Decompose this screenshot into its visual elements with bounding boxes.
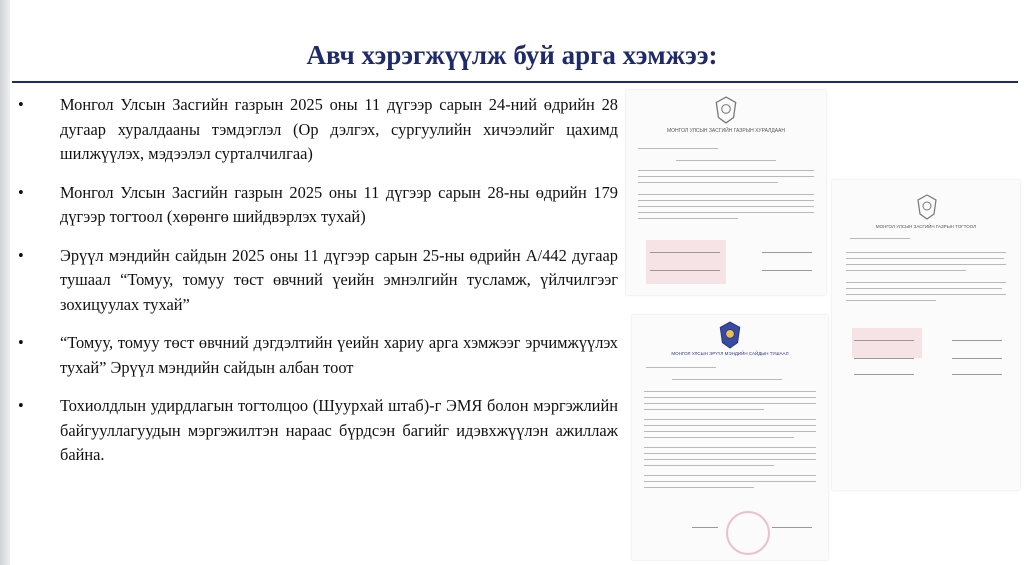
slide-title: Авч хэрэгжүүлж буй арга хэмжээ: — [306, 40, 718, 70]
bullet-list — [18, 93, 618, 482]
bullet-item — [18, 331, 618, 380]
stamp — [726, 511, 770, 555]
bullet-text: “Томуу, томуу төст өвчний дэгдэлтийн үеийн хариу арга хэмжээг эрчимжүүлэх тухай” Эрүүл мэндийн сайдын албан тоот — [60, 333, 618, 377]
meeting-minutes-document — [626, 90, 826, 295]
stamp — [646, 240, 726, 284]
bullet-item — [18, 181, 618, 230]
minister-order-document — [632, 315, 828, 560]
slide-edge — [0, 0, 10, 565]
document-header: МОНГОЛ УЛСЫН ЭРҮҮЛ МЭНДИЙН САЙДЫН ТУШААЛ — [671, 351, 789, 356]
bullet-text: Эрүүл мэндийн сайдын 2025 оны 11 дүгээр сарын 25-ны өдрийн А/442 дугаар тушаал “Томуу, томуу төст өвчний үеийн эмнэлгийн тусламж, үйлчилгээг зохицуулах тухай” — [60, 245, 618, 314]
state-emblem-icon — [718, 321, 742, 349]
bullet-item — [18, 244, 618, 318]
resolution-document — [832, 180, 1020, 490]
bullet-marker: • — [18, 182, 24, 202]
state-emblem-icon — [714, 96, 738, 124]
bullet-text: Монгол Улсын Засгийн газрын 2025 оны 11 дүгээр сарын 28-ны өдрийн 179 дүгээр тогтоол (хөрөнгө шийдвэрлэх тухай) — [60, 182, 618, 226]
bullet-text: Тохиолдлын удирдлагын тогтолцоо (Шуурхай штаб)-г ЭМЯ болон мэргэжлийн байгууллагуудын мэргэжилтэн нараас бүрдсэн багийг идэвхжүүлэн ажиллаж байна. — [60, 396, 618, 464]
bullet-marker: • — [18, 95, 24, 114]
bullet-item — [18, 394, 618, 468]
title-underline — [12, 81, 1018, 83]
bullet-marker: • — [18, 245, 24, 265]
bullet-marker: • — [18, 396, 24, 415]
document-header: МОНГОЛ УЛСЫН ЗАСГИЙН ГАЗРЫН ХУРАЛДААН — [666, 128, 785, 134]
document-thumbnails — [612, 90, 1022, 565]
document-header: МОНГОЛ УЛСЫН ЗАСГИЙН ГАЗРЫН ТОГТООЛ — [875, 224, 977, 229]
stamp — [852, 328, 922, 358]
bullet-text: Монгол Улсын Засгийн газрын 2025 оны 11 дүгээр сарын 24-ний өдрийн 28 дугаар хуралдааны тэмдэглэл (Ор дэлгэх, сургуулийн хичээлийг цахимд шилжүүлэх, мэдээлэл сурталчилгаа) — [60, 95, 618, 163]
bullet-marker: • — [18, 333, 24, 352]
bullet-item — [18, 93, 618, 167]
state-emblem-icon — [916, 194, 938, 220]
